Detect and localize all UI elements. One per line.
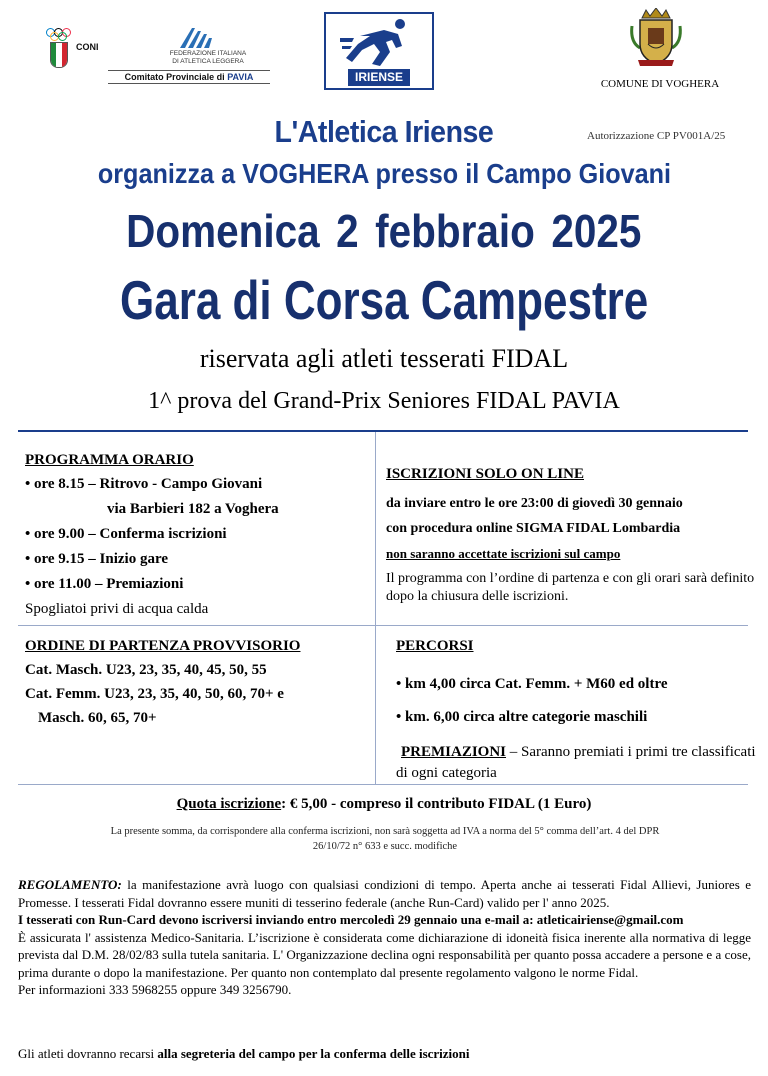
premiazioni-text: PREMIAZIONI – Saranno premiati i primi tre classificati di ogni categoria	[396, 744, 756, 781]
percorsi-item: • km. 6,00 circa altre categorie maschili	[396, 709, 648, 725]
footer-note: Gli atleti dovranno recarsi alla segreteria del campo per la conferma delle iscrizioni	[18, 1046, 470, 1061]
programma-heading: PROGRAMMA ORARIO	[25, 452, 194, 468]
italian-flag-icon	[50, 42, 68, 68]
percorsi-heading: PERCORSI	[396, 638, 474, 654]
quota-note: La presente somma, da corrispondere alla conferma iscrizioni, non sarà soggetta ad IVA a norma del 5° comma dell’art. 4 del DPR 26/10/72 n° 633 e succ. modifiche	[110, 826, 660, 852]
iscrizioni-procedure: con procedura online SIGMA FIDAL Lombardia	[386, 521, 681, 536]
section-divider-middle	[18, 625, 748, 626]
iscrizioni-deadline: da inviare entro le ore 23:00 di giovedì 30 gennaio	[386, 496, 683, 511]
regolamento-label: REGOLAMENTO:	[18, 877, 122, 892]
iriense-label: IRIENSE	[348, 69, 410, 86]
subtitle-fidal: riservata agli atleti tesserati FIDAL	[199, 344, 569, 373]
iriense-logo	[324, 12, 434, 90]
runner-icon	[340, 18, 420, 68]
coat-of-arms-icon	[628, 8, 684, 72]
section-divider-bottom	[18, 784, 748, 785]
fidal-committee: Comitato Provinciale di PAVIA	[108, 70, 270, 84]
programma-item: • ore 9.15 – Inizio gare	[25, 551, 169, 567]
venue-title: organizza a VOGHERA presso il Campo Giovani	[97, 158, 671, 189]
organizer-title: L'Atletica Iriense	[274, 114, 494, 149]
comune-logo	[590, 8, 730, 92]
iscrizioni-heading: ISCRIZIONI SOLO ON LINE	[386, 466, 584, 482]
programma-item: via Barbieri 182 a Voghera	[107, 501, 279, 517]
runcard-instructions: I tesserati con Run-Card devono iscriversi inviando entro mercoledì 29 gennaio una e-mail a: atleticairiense@gmail.com	[18, 912, 684, 927]
fidal-name: FEDERAZIONE ITALIANA DI ATLETICA LEGGERA	[169, 50, 247, 65]
percorsi-item: • km 4,00 circa Cat. Femm. + M60 ed oltre	[396, 676, 668, 692]
section-divider-top	[18, 430, 748, 432]
regolamento-section: REGOLAMENTO: la manifestazione avrà luogo con qualsiasi condizioni di tempo. Aperta anche ai tesserati Fidal Allievi, Juniores e Promesse. I tesserati Fidal dovranno essere muniti di tesserino federale (anche Run-Card) valido per l' anno 2025. I tesserati con Run-Card devono iscriversi inviando entro mercoledì 29 gennaio una e-mail a: atleticairiense@gmail.com È assicurata l' assistenza Medico-Sanitaria. L’iscrizione è considerata come dichiarazione di idoneità fisica inerente alla normativa di legge prevista dal D.M. 28/02/83 sulla tutela sanitaria. L' Organizzazione declina ogni responsabilità per quanto possa accadere a persone e a cose, prima durante o dopo la manifestazione. Per quanto non contemplato dal presente regolamento valgono le norme Fidal. Per informazioni 333 5968255 oppure 349 3256790.	[18, 877, 751, 997]
ordine-section	[25, 638, 375, 734]
fidal-logo	[108, 24, 272, 88]
programma-section	[25, 452, 365, 618]
programma-item: • ore 9.00 – Conferma iscrizioni	[25, 526, 227, 542]
ordine-line: Cat. Femm. U23, 23, 35, 40, 50, 60, 70+ e	[25, 686, 284, 702]
iscrizioni-warning: non saranno accettate iscrizioni sul campo	[386, 546, 621, 561]
premiazioni-label: PREMIAZIONI	[401, 744, 507, 760]
quota-iscrizione: Quota iscrizione: € 5,00 - compreso il contributo FIDAL (1 Euro)	[176, 796, 592, 812]
authorization-code: Autorizzazione CP PV001A/25	[587, 130, 726, 142]
programma-item: • ore 11.00 – Premiazioni	[25, 576, 184, 592]
comune-name: COMUNE DI VOGHERA	[600, 78, 720, 90]
coni-logo	[44, 28, 106, 72]
event-name: Gara di Corsa Campestre	[119, 269, 649, 331]
quota-label: Quota iscrizione	[176, 796, 282, 812]
event-date: Domenica 2 febbraio 2025	[126, 205, 642, 257]
percorsi-section	[396, 638, 758, 784]
iscrizioni-info: Il programma con l’ordine di partenza e con gli orari sarà definito dopo la chiusura delle iscrizioni.	[386, 571, 755, 604]
ordine-line: Masch. 60, 65, 70+	[38, 710, 157, 726]
programma-item: • ore 8.15 – Ritrovo - Campo Giovani	[25, 476, 263, 492]
column-divider	[375, 432, 376, 784]
fidal-mark-icon	[176, 26, 216, 48]
coni-text: CONI	[76, 42, 99, 52]
ordine-line: Cat. Masch. U23, 23, 35, 40, 45, 50, 55	[25, 662, 267, 678]
info-phones: Per informazioni 333 5968255 oppure 349 3256790.	[18, 982, 292, 997]
programma-note: Spogliatoi privi di acqua calda	[25, 601, 209, 617]
subtitle-grandprix: 1^ prova del Grand-Prix Seniores FIDAL PAVIA	[148, 388, 620, 414]
regolamento-medical: È assicurata l' assistenza Medico-Sanitaria. L’iscrizione è considerata come dichiarazione di idoneità fisica inerente alla normativa di legge prevista dal D.M. 28/02/83 sulla tutela sanitaria. L' Organizzazione declina ogni responsabilità per quanto possa accadere a persone e a cose, prima durante o dopo la manifestazione. Per quanto non contemplato dal presente regolamento valgono le norme Fidal.	[18, 929, 751, 980]
iscrizioni-section	[386, 466, 758, 606]
ordine-heading: ORDINE DI PARTENZA PROVVISORIO	[25, 638, 301, 654]
olympic-rings-icon	[46, 28, 72, 40]
